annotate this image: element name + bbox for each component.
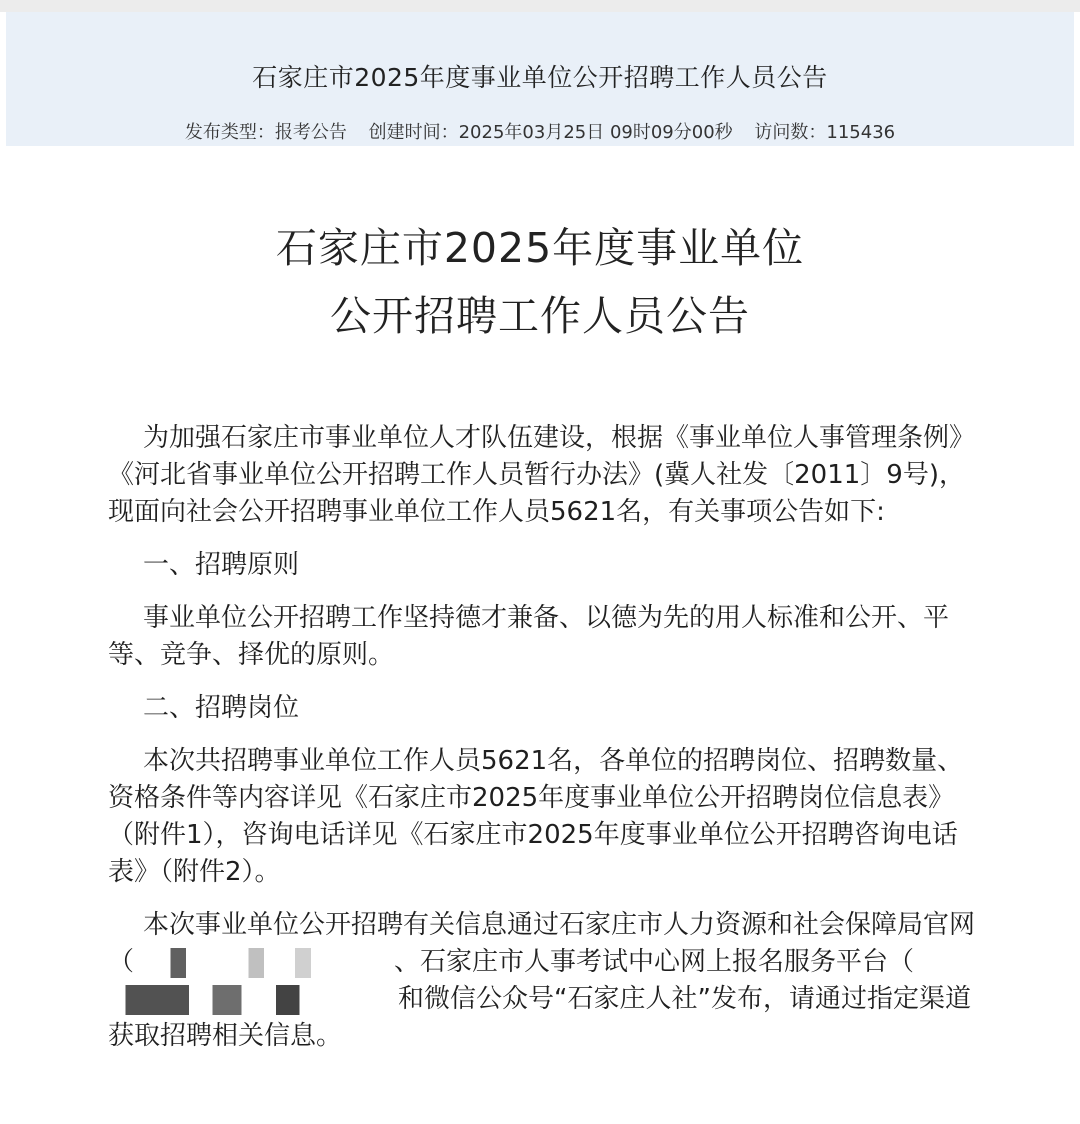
article-header <box>6 12 1074 146</box>
article-title-line-2: 公开招聘工作人员公告 <box>330 292 750 340</box>
channels-text-2: 、石家庄市人事考试中心网上报名服务平台（ <box>394 947 915 977</box>
section-1-heading: 一、招聘原则 <box>143 550 300 580</box>
intro-paragraph: 为加强石家庄市事业单位人才队伍建设，根据《事业单位人事管理条例》《河北省事业单位公开招聘工作人员暂行办法》(冀人社发〔2011〕9号)，现面向社会公开招聘事业单位工作人员5621名，有关事项公告如下: <box>108 423 976 527</box>
article-title-line-1: 石家庄市2025年度事业单位 <box>275 224 805 272</box>
section-2-heading: 二、招聘岗位 <box>143 693 300 723</box>
article-title <box>0 218 1080 346</box>
section-2-paragraph: 本次共招聘事业单位工作人员5621名，各单位的招聘岗位、招聘数量、资格条件等内容详见《石家庄市2025年度事业单位公开招聘岗位信息表》（附件1），咨询电话详见《石家庄市2025年度事业单位公开招聘咨询电话表》（附件2）。 <box>108 746 964 887</box>
publish-type: 发布类型：报考公告 <box>184 122 347 143</box>
created-time: 创建时间：2025年03月25日 09时09分00秒 <box>368 122 733 143</box>
redacted-url <box>108 985 398 1015</box>
article-body <box>108 420 978 1071</box>
channels-text-3: 和微信公众号“石家庄人社”发布，请通过指定渠道获取招聘相关信息。 <box>108 984 971 1051</box>
channels-text-1: 本次事业单位公开招聘有关信息通过石家庄市人力资源和社会保障局官网（ <box>108 910 976 977</box>
visit-count: 访问数：115436 <box>754 122 896 143</box>
channels-paragraph <box>108 907 978 1055</box>
top-strip <box>0 0 1080 12</box>
redacted-url <box>134 948 394 978</box>
header-title: 石家庄市2025年度事业单位公开招聘工作人员公告 <box>252 63 828 92</box>
header-meta <box>6 118 1074 144</box>
section-1-paragraph: 事业单位公开招聘工作坚持德才兼备、以德为先的用人标准和公开、平等、竞争、择优的原则。 <box>108 603 950 670</box>
